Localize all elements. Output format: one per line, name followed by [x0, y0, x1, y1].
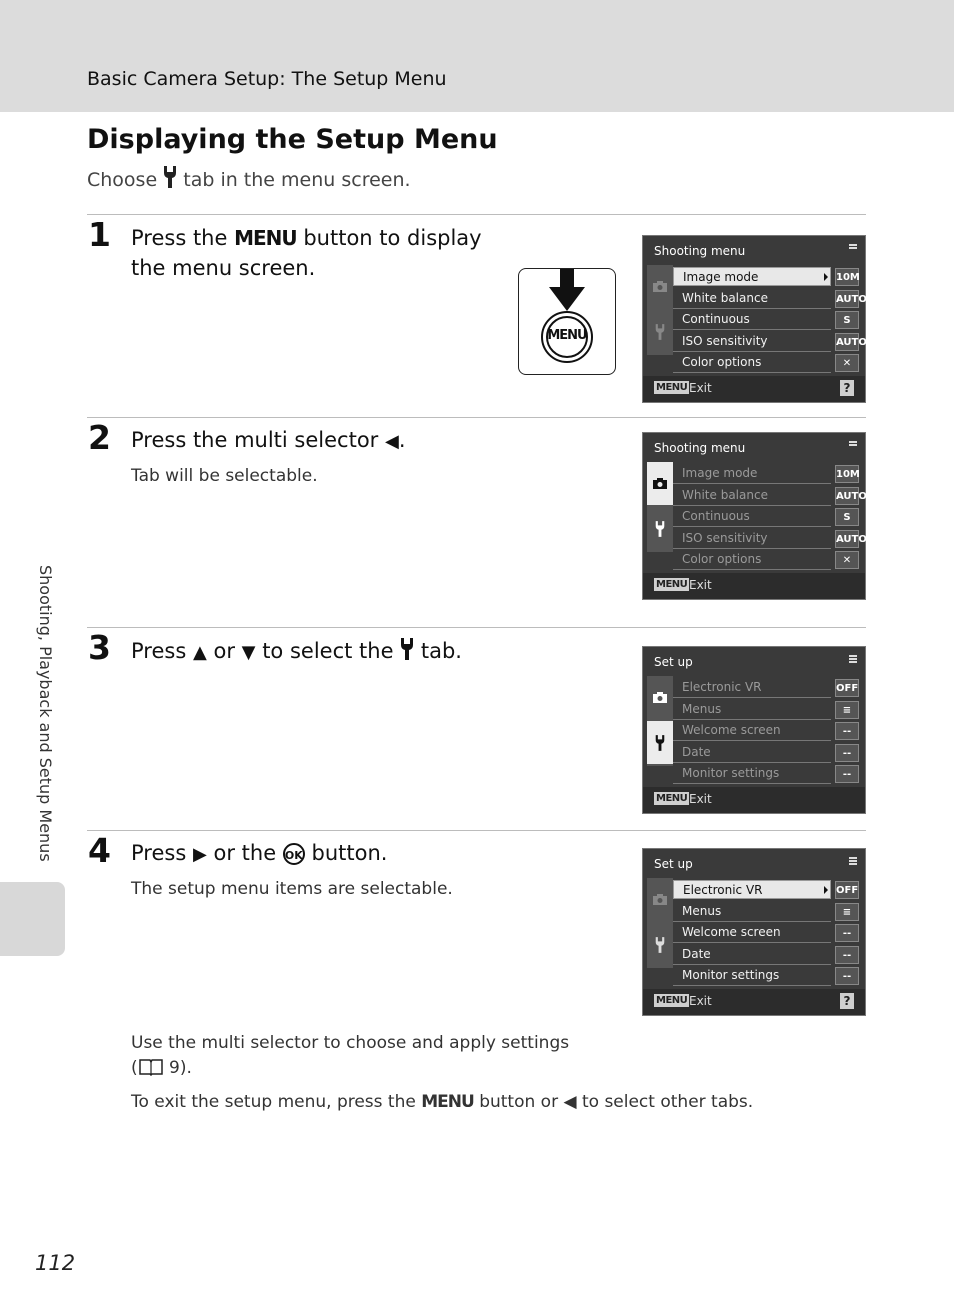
screen-row: [673, 764, 831, 784]
exit-label: Exit: [689, 994, 712, 1008]
step-heading: [131, 838, 511, 870]
screen-title: Shooting menu: [654, 244, 746, 258]
row-label: Welcome screen: [682, 925, 781, 939]
row-value-icon: OFF: [835, 679, 859, 697]
step-heading-text: button.: [311, 841, 388, 865]
screen-row: [673, 966, 831, 986]
scrollbar-icon: [849, 655, 857, 667]
screen-row: [673, 923, 831, 943]
row-value-icon: ✕: [835, 354, 859, 372]
scrollbar-icon: [849, 244, 857, 256]
row-label: Continuous: [682, 312, 750, 326]
screen-row: [673, 880, 831, 899]
row-value-icon: --: [835, 722, 859, 740]
screen-row: [673, 464, 831, 484]
step-heading-text: to select the: [262, 639, 394, 663]
screen-tabs: [647, 676, 673, 766]
row-value-icon: ≡: [835, 701, 859, 719]
screen-footer: [643, 787, 865, 813]
screen-row: [673, 945, 831, 965]
step-number: 4: [88, 831, 111, 870]
row-value-icon: AUTO: [835, 333, 859, 351]
step-heading-text: Press: [131, 841, 187, 865]
step-heading: [131, 636, 551, 668]
screen-row: [673, 529, 831, 549]
screen-row: [673, 678, 831, 698]
left-arrow-icon: ◀: [563, 1092, 577, 1112]
step-divider: [87, 214, 866, 215]
book-reference-icon: [138, 1058, 164, 1076]
row-label: Date: [682, 947, 711, 961]
row-value-icon: OFF: [835, 881, 859, 899]
screen-row: [673, 743, 831, 763]
row-value-icon: S: [835, 508, 859, 526]
row-label: Continuous: [682, 509, 750, 523]
wrench-tab-icon: [647, 923, 673, 966]
up-arrow-icon: ▲: [192, 642, 207, 663]
chapter-side-label: Shooting, Playback and Setup Menus: [36, 565, 55, 862]
step-divider: [87, 830, 866, 831]
screen-row: [673, 721, 831, 741]
step-heading-text: or: [213, 639, 235, 663]
step-heading-text: Press the multi selector: [131, 428, 379, 452]
camera-screen-shooting-menu: [642, 235, 866, 403]
exit-label: Exit: [689, 381, 712, 395]
camera-tab-icon: [647, 265, 673, 308]
screen-title: Set up: [654, 655, 693, 669]
screen-row: [673, 902, 831, 922]
screen-row: [673, 507, 831, 527]
step-heading: [131, 425, 511, 457]
down-arrow-icon: ▼: [241, 642, 256, 663]
step-heading-text: .: [398, 428, 406, 452]
row-arrow-icon: [824, 273, 828, 281]
row-label: White balance: [682, 291, 768, 305]
wrench-tab-icon: [647, 721, 673, 764]
step-heading-text: tab.: [420, 639, 462, 663]
chapter-thumb-tab: [0, 882, 65, 956]
footnote-page-ref[interactable]: 9).: [169, 1058, 192, 1078]
row-label: Image mode: [683, 270, 759, 284]
step-heading: [131, 223, 511, 283]
press-arrow-icon: [519, 269, 615, 374]
camera-screen-setup-menu: [642, 848, 866, 1016]
left-arrow-icon: ◀: [385, 431, 399, 452]
row-label: Color options: [682, 552, 762, 566]
row-label: Date: [682, 745, 711, 759]
row-label: White balance: [682, 488, 768, 502]
screen-footer: [643, 989, 865, 1015]
help-icon: ?: [840, 380, 854, 396]
row-label: Monitor settings: [682, 766, 780, 780]
footnote-text: Use the multi selector to choose and apply settings: [131, 1033, 570, 1053]
row-value-icon: --: [835, 744, 859, 762]
row-value-icon: --: [835, 765, 859, 783]
row-label: Monitor settings: [682, 968, 780, 982]
menu-button-glyph: MENU: [421, 1092, 474, 1112]
ok-button-icon: OK: [283, 843, 305, 865]
step-divider: [87, 417, 866, 418]
step-heading-text: button to display the menu screen.: [131, 226, 482, 280]
footnote-text: to select other tabs.: [581, 1092, 754, 1112]
row-value-icon: --: [835, 967, 859, 985]
camera-screen-setup-tab: [642, 646, 866, 814]
row-value-icon: ≡: [835, 903, 859, 921]
screen-tabs: [647, 265, 673, 355]
row-value-icon: AUTO: [835, 290, 859, 308]
menu-button-illustration: [518, 268, 616, 375]
step-heading-text: Press the: [131, 226, 228, 250]
menu-button-glyph: MENU: [234, 226, 297, 250]
step-note: Tab will be selectable.: [131, 466, 318, 486]
row-arrow-icon: [824, 886, 828, 894]
screen-row: [673, 550, 831, 570]
wrench-icon: [163, 166, 177, 188]
wrench-tab-icon: [647, 507, 673, 550]
menu-button-label: MENU: [547, 328, 587, 343]
row-label: Menus: [682, 904, 722, 918]
screen-tabs: [647, 462, 673, 552]
page-number: 112: [35, 1251, 76, 1275]
screen-row: [673, 700, 831, 720]
running-header: Basic Camera Setup: The Setup Menu: [87, 68, 447, 90]
scrollbar-icon: [849, 857, 857, 869]
exit-label: Exit: [689, 792, 712, 806]
intro-before: Choose: [87, 169, 158, 191]
right-arrow-icon: ▶: [192, 844, 207, 865]
row-value-icon: --: [835, 946, 859, 964]
section-title: Displaying the Setup Menu: [87, 124, 498, 155]
intro-text: [87, 166, 411, 191]
screen-title: Set up: [654, 857, 693, 871]
footnote-text: button or: [479, 1092, 559, 1112]
menu-badge: MENU: [656, 579, 688, 590]
wrench-tab-icon: [647, 310, 673, 353]
step-number: 1: [88, 215, 111, 254]
screen-row: [673, 310, 831, 330]
scrollbar-icon: [849, 441, 857, 453]
row-label: Color options: [682, 355, 762, 369]
menu-badge: MENU: [656, 382, 688, 393]
camera-screen-shooting-menu-tab: [642, 432, 866, 600]
row-value-icon: 10M: [835, 268, 859, 286]
exit-label: Exit: [689, 578, 712, 592]
row-value-icon: AUTO: [835, 487, 859, 505]
camera-tab-icon: [647, 462, 673, 505]
row-label: ISO sensitivity: [682, 334, 768, 348]
screen-footer: [643, 376, 865, 402]
row-label: ISO sensitivity: [682, 531, 768, 545]
row-label: Welcome screen: [682, 723, 781, 737]
menu-badge: MENU: [656, 793, 688, 804]
footnote-exit: [131, 1090, 753, 1115]
screen-footer: [643, 573, 865, 599]
camera-tab-icon: [647, 878, 673, 921]
row-value-icon: --: [835, 924, 859, 942]
step-heading-text: Press: [131, 639, 187, 663]
row-label: Electronic VR: [682, 680, 762, 694]
footnote-text: (: [131, 1058, 138, 1078]
step-note: The setup menu items are selectable.: [131, 879, 453, 899]
row-value-icon: 10M: [835, 465, 859, 483]
screen-row: [673, 267, 831, 286]
row-value-icon: AUTO: [835, 530, 859, 548]
screen-title: Shooting menu: [654, 441, 746, 455]
row-label: Electronic VR: [683, 883, 763, 897]
row-value-icon: ✕: [835, 551, 859, 569]
footnote-text: To exit the setup menu, press the: [131, 1092, 416, 1112]
help-icon: ?: [840, 993, 854, 1009]
screen-row: [673, 353, 831, 373]
header-band: [0, 0, 954, 112]
wrench-icon: [400, 638, 414, 660]
screen-row: [673, 332, 831, 352]
intro-after: tab in the menu screen.: [183, 169, 411, 191]
step-divider: [87, 627, 866, 628]
footnote-multi-selector: [131, 1031, 569, 1081]
camera-tab-icon: [647, 676, 673, 719]
step-number: 2: [88, 418, 111, 457]
screen-row: [673, 486, 831, 506]
screen-row: [673, 289, 831, 309]
screen-tabs: [647, 878, 673, 968]
step-heading-text: or the: [213, 841, 277, 865]
row-label: Menus: [682, 702, 722, 716]
row-label: Image mode: [682, 466, 758, 480]
step-number: 3: [88, 628, 111, 667]
row-value-icon: S: [835, 311, 859, 329]
menu-badge: MENU: [656, 995, 688, 1006]
